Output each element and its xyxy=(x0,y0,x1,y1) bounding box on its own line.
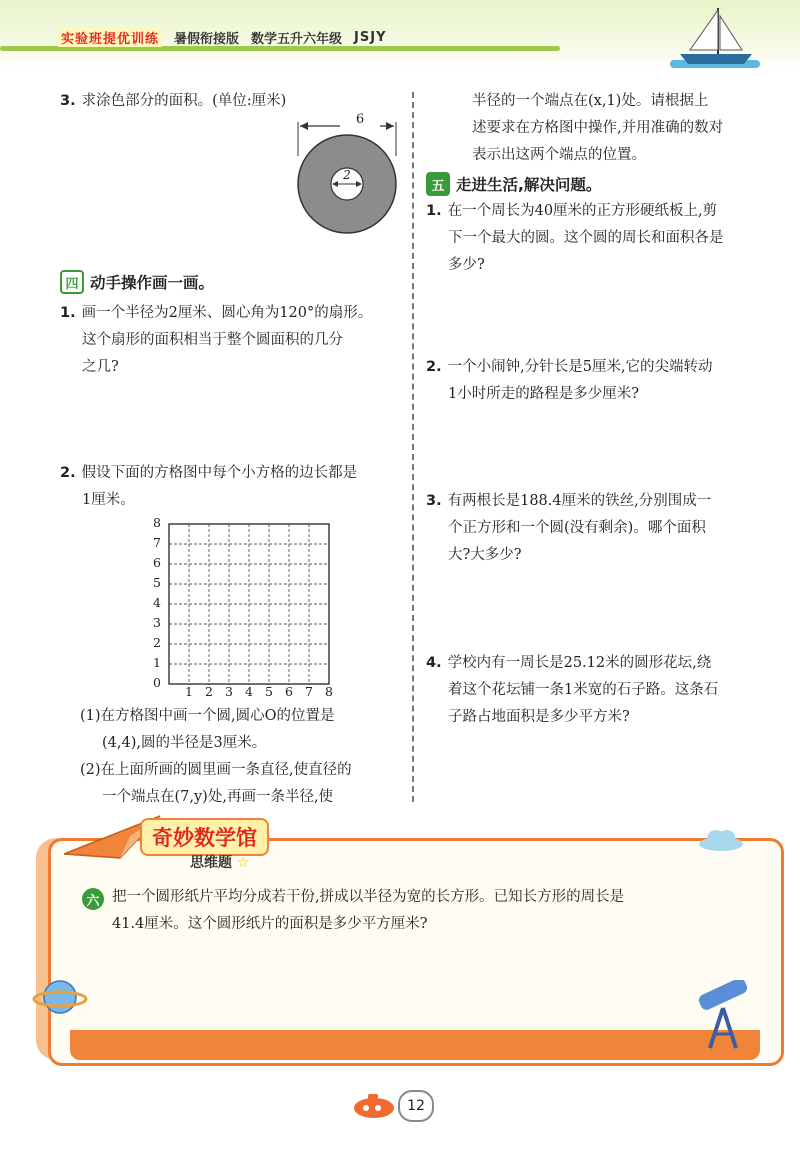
section-4-badge: 四 xyxy=(60,270,84,294)
question-number: 3. xyxy=(426,493,442,509)
question-line: 下一个最大的圆。这个圆的周长和面积各是 xyxy=(448,230,724,246)
x-tick: 4 xyxy=(245,684,253,699)
banner-title: 奇妙数学馆 xyxy=(140,818,269,856)
question-line: 学校内有一周长是25.12米的圆形花坛,绕 xyxy=(447,655,712,671)
section-4-title: 动手操作画一画。 xyxy=(90,274,215,292)
grid-lines xyxy=(145,515,345,700)
question-line: 1厘米。 xyxy=(82,492,135,508)
question-4-1 xyxy=(60,300,410,381)
question-4-2-parts xyxy=(80,703,410,811)
section-5-title: 走进生活,解决问题。 xyxy=(456,176,602,194)
y-tick: 7 xyxy=(153,535,161,550)
x-tick: 8 xyxy=(325,684,333,699)
brand-title: 实验班提优训练 xyxy=(58,28,162,47)
question-line: 有两根长是188.4厘米的铁丝,分别围成一 xyxy=(447,493,712,509)
question-line: 述要求在方格图中操作,并用准确的数对 xyxy=(472,120,724,136)
inner-diameter-label: 2 xyxy=(343,168,351,182)
question-line: 这个扇形的面积相当于整个圆面积的几分 xyxy=(82,332,343,348)
x-tick: 3 xyxy=(225,684,233,699)
y-tick: 1 xyxy=(153,655,161,670)
page-number: 12 xyxy=(398,1090,434,1122)
question-line: 着这个花坛铺一条1米宽的石子路。这条石 xyxy=(448,682,719,698)
banner-subtitle xyxy=(190,852,249,872)
section-6-badge: 六 xyxy=(82,888,104,910)
section-4-heading xyxy=(60,270,214,294)
x-tick: 5 xyxy=(265,684,273,699)
question-line: 大?大多少? xyxy=(448,547,522,563)
brain-teaser-question xyxy=(112,884,772,938)
subject-label: 数学五升六年级 xyxy=(251,32,343,47)
y-tick: 3 xyxy=(153,615,161,630)
submarine-icon xyxy=(350,1088,402,1122)
question-line: 个正方形和一个圆(没有剩余)。哪个面积 xyxy=(448,520,706,536)
question-4-2-continued xyxy=(472,88,782,169)
coordinate-grid xyxy=(145,515,345,700)
question-line: 之几? xyxy=(82,359,119,375)
question-5-4 xyxy=(426,650,780,731)
question-3 xyxy=(60,88,400,115)
question-number: 1. xyxy=(60,305,76,321)
banner-subtitle-text: 思维题 xyxy=(190,855,232,871)
question-line: 子路占地面积是多少平方米? xyxy=(448,709,630,725)
question-line: 1小时所走的路程是多少厘米? xyxy=(448,386,639,402)
y-tick: 0 xyxy=(153,675,161,690)
header-text xyxy=(58,28,387,47)
question-text: 求涂色部分的面积。(单位:厘米) xyxy=(81,93,287,109)
sailboat-icon xyxy=(660,2,770,74)
question-5-3 xyxy=(426,488,780,569)
question-line: 多少? xyxy=(448,257,485,273)
question-number: 4. xyxy=(426,655,442,671)
y-tick: 5 xyxy=(153,575,161,590)
section-5-heading xyxy=(426,172,601,196)
star-icon: ☆ xyxy=(236,855,250,871)
question-line: 半径的一个端点在(x,1)处。请根据上 xyxy=(472,93,709,109)
banner-bottom-strip xyxy=(70,1030,760,1060)
section-5-badge: 五 xyxy=(426,172,450,196)
y-tick: 4 xyxy=(153,595,161,610)
question-line: 画一个半径为2厘米、圆心角为120°的扇形。 xyxy=(81,305,373,321)
y-tick: 2 xyxy=(153,635,161,650)
question-number: 1. xyxy=(426,203,442,219)
subquestion-line: 一个端点在(7,y)处,再画一条半径,使 xyxy=(102,789,334,805)
question-4-2 xyxy=(60,460,410,514)
question-number: 2. xyxy=(60,465,76,481)
subquestion-line: (2)在上面所画的圆里画一条直径,使直径的 xyxy=(80,762,352,778)
question-number: 2. xyxy=(426,359,442,375)
question-line: 把一个圆形纸片平均分成若干份,拼成以半径为宽的长方形。已知长方形的周长是 xyxy=(112,889,625,905)
edition-label: 暑假衔接版 xyxy=(174,32,240,47)
header-band xyxy=(0,0,800,70)
x-tick: 7 xyxy=(305,684,313,699)
telescope-icon xyxy=(688,980,758,1052)
y-tick: 6 xyxy=(153,555,161,570)
series-code: JSJY xyxy=(354,30,387,45)
planet-icon xyxy=(32,972,88,1022)
question-line: 表示出这两个端点的位置。 xyxy=(472,147,646,163)
cloud-icon xyxy=(696,826,746,852)
x-tick: 2 xyxy=(205,684,213,699)
question-line: 41.4厘米。这个圆形纸片的面积是多少平方厘米? xyxy=(112,916,428,932)
x-tick: 1 xyxy=(185,684,193,699)
question-5-1 xyxy=(426,198,780,279)
question-line: 一个小闹钟,分针长是5厘米,它的尖端转动 xyxy=(447,359,713,375)
question-5-2 xyxy=(426,354,780,408)
y-tick: 8 xyxy=(153,515,161,530)
subquestion-line: (4,4),圆的半径是3厘米。 xyxy=(102,735,267,751)
x-tick: 6 xyxy=(285,684,293,699)
column-divider xyxy=(412,92,414,802)
question-line: 在一个周长为40厘米的正方形硬纸板上,剪 xyxy=(447,203,718,219)
subquestion-line: (1)在方格图中画一个圆,圆心O的位置是 xyxy=(80,708,335,724)
question-line: 假设下面的方格图中每个小方格的边长都是 xyxy=(81,465,358,481)
question-number: 3. xyxy=(60,93,76,109)
outer-diameter-label: 6 xyxy=(340,112,380,127)
